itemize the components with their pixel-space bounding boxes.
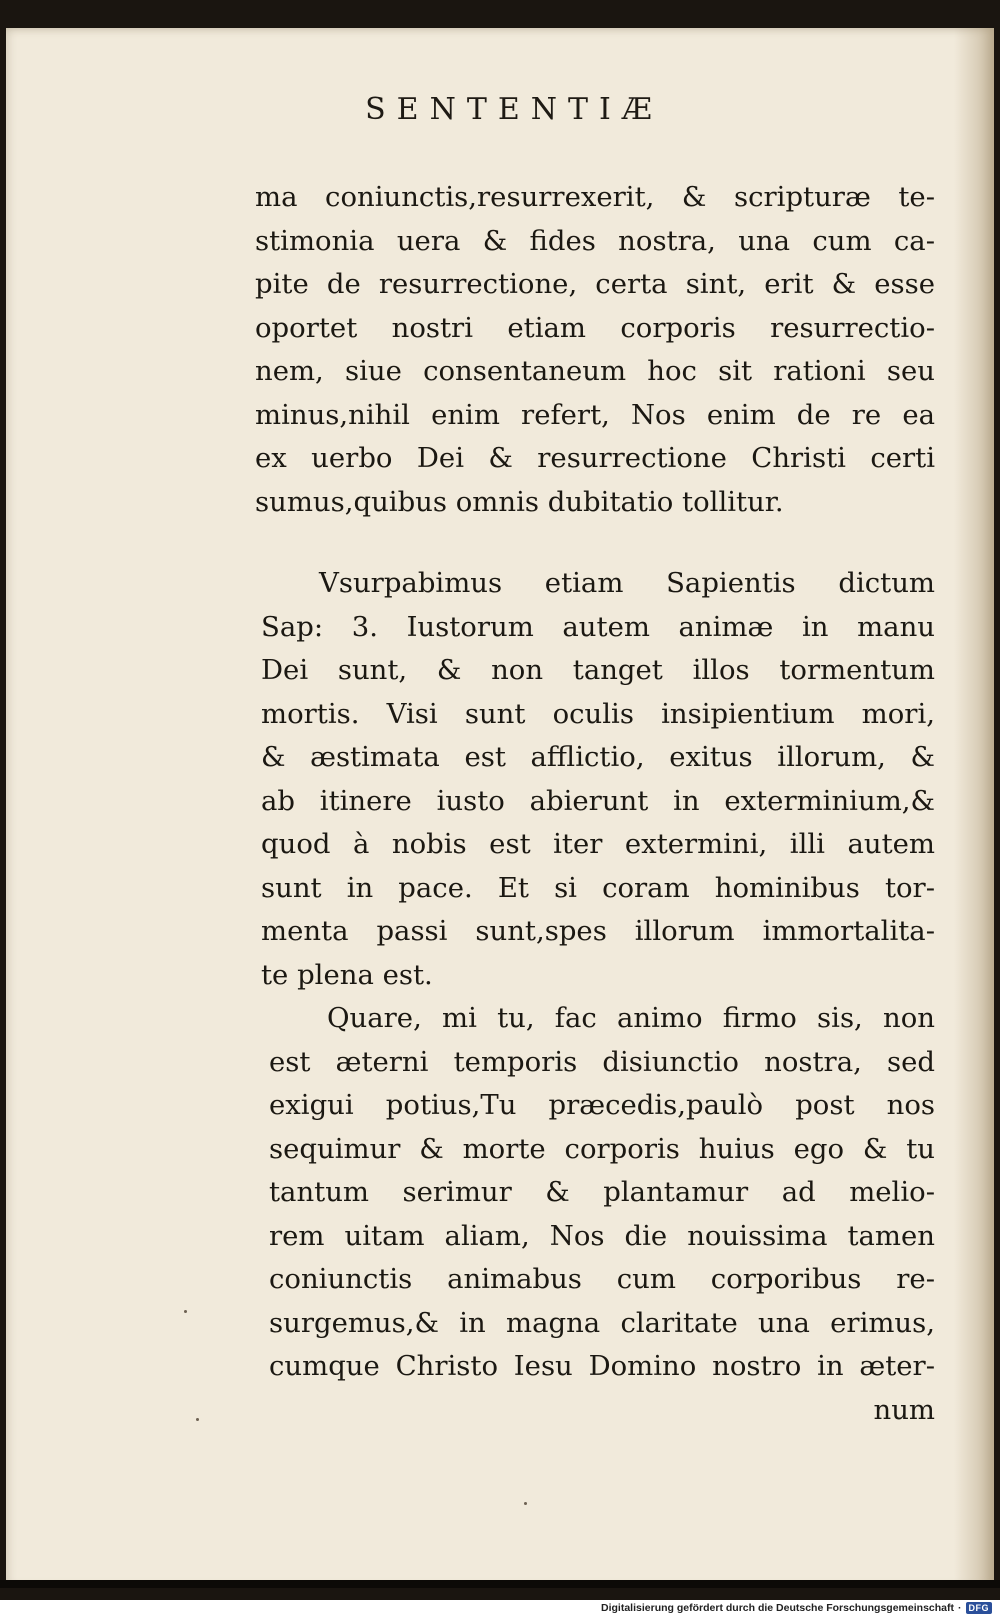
- text-line: sunt in pace. Et si coram hominibus tor-: [261, 871, 935, 904]
- text-line: cumque Christo Iesu Domino nostro in æter-: [269, 1350, 935, 1382]
- catchword: num: [873, 1393, 935, 1426]
- footer-separator: ·: [958, 1602, 962, 1614]
- text-block: [255, 176, 935, 1432]
- text-line: Quare, mi tu, fac animo firmo sis, non: [327, 1002, 935, 1034]
- paragraph-3: [269, 997, 935, 1389]
- text-line: surgemus,& in magna claritate una erimus,: [269, 1306, 935, 1339]
- ink-speck: [524, 1502, 527, 1505]
- text-line: rem uitam aliam, Nos die nouissima tamen: [269, 1219, 935, 1252]
- footer-text: Digitalisierung gefördert durch die Deutsche Forschungsgemeinschaft: [601, 1602, 954, 1614]
- digitization-footer: [601, 1600, 992, 1616]
- text-line: & æstimata est afflictio, exitus illorum, &: [261, 741, 935, 773]
- paragraph-gap: [255, 524, 935, 562]
- text-line: est æterni temporis disiunctio nostra, sed: [269, 1045, 935, 1078]
- text-line: Dei sunt, & non tanget illos tormentum: [261, 654, 935, 686]
- text-line: tantum serimur & plantamur ad melio-: [269, 1176, 935, 1208]
- text-line: sumus,quibus omnis dubitatio tollitur.: [255, 485, 784, 518]
- text-line: ab itinere iusto abierunt in exterminium,&: [261, 784, 935, 817]
- text-line: menta passi sunt,spes illorum immortalita-: [261, 915, 935, 947]
- text-line: sequimur & morte corporis huius ego & tu: [269, 1132, 935, 1165]
- text-line: stimonia uera & fides nostra, una cum ca-: [255, 224, 935, 257]
- text-line: oportet nostri etiam corporis resurrectio-: [255, 311, 935, 344]
- page-gutter-shadow: [954, 28, 994, 1588]
- text-line: quod à nobis est iter extermini, illi autem: [261, 828, 935, 860]
- paragraph-2: [261, 562, 935, 997]
- text-line: exigui potius,Tu præcedis,paulò post nos: [269, 1089, 935, 1121]
- text-line: ma coniunctis,resurrexerit, & scripturæ te-: [255, 181, 935, 213]
- ink-speck: [184, 1310, 187, 1313]
- text-line: ex uerbo Dei & resurrectione Christi certi: [255, 442, 935, 474]
- text-line: Vsurpabimus etiam Sapientis dictum: [319, 567, 935, 599]
- text-line: minus,nihil enim refert, Nos enim de re ea: [255, 398, 935, 431]
- scan-bottom-edge: [0, 1580, 1000, 1588]
- text-line: mortis. Visi sunt oculis insipientium mori,: [261, 697, 935, 730]
- text-line: te plena est.: [261, 958, 433, 991]
- text-line: coniunctis animabus cum corporibus re-: [269, 1263, 935, 1295]
- paragraph-1: [255, 176, 935, 524]
- running-head: SENTENTIÆ: [365, 92, 663, 127]
- ink-speck: [196, 1418, 199, 1421]
- text-line: Sap: 3. Iustorum autem animæ in manu: [261, 610, 935, 643]
- text-line: nem, siue consentaneum hoc sit rationi seu: [255, 355, 935, 387]
- dfg-logo-icon: DFG: [966, 1602, 993, 1614]
- text-line: pite de resurrectione, certa sint, erit & esse: [255, 268, 935, 300]
